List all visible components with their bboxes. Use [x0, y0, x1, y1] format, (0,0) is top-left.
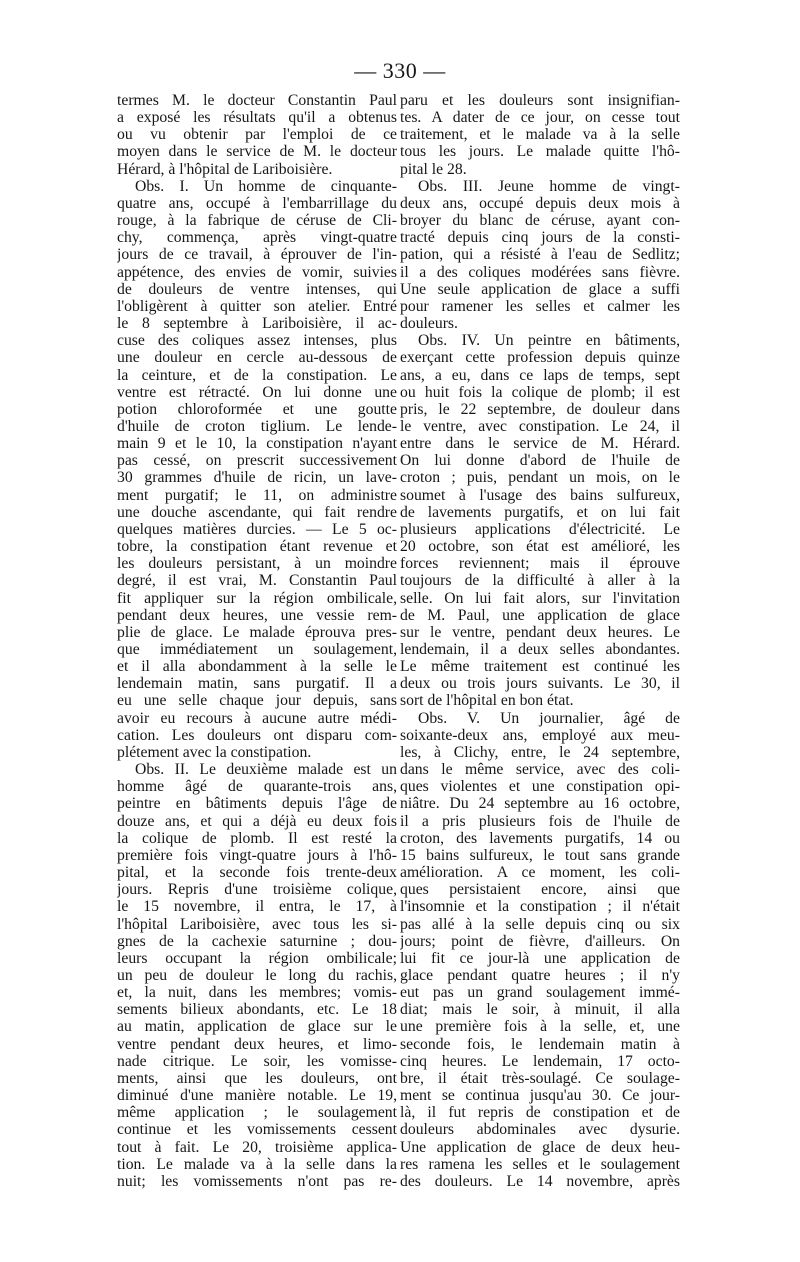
- text-line: douze ans, et qui a déjà eu deux fois: [117, 812, 397, 830]
- text-line: cinq heures. Le lendemain, 17 octo-: [400, 1052, 680, 1070]
- text-line: tobre, la constipation étant revenue et: [117, 538, 397, 556]
- text-line: nuit; les vomissements n'ont pas re-: [117, 1172, 397, 1190]
- text-line: et, la nuit, dans les membres; vomis-: [117, 984, 397, 1002]
- text-line: l'insomnie et la constipation ; il n'était: [400, 898, 680, 916]
- text-line: fit appliquer sur la région ombilicale,: [117, 589, 397, 607]
- text-line: pris, le 22 septembre, de douleur dans: [400, 400, 680, 418]
- text-line: 20 octobre, son état est amélioré, les: [400, 538, 680, 556]
- text-line: broyer du blanc de céruse, ayant con-: [400, 212, 680, 230]
- text-line: sements bilieux abondants, etc. Le 18: [117, 1001, 397, 1019]
- text-line: a exposé les résultats qu'il a obtenus: [117, 109, 397, 127]
- text-line: moyen dans le service de M. le docteur: [117, 143, 397, 161]
- text-line: 30 grammes d'huile de ricin, un lave-: [117, 469, 397, 487]
- text-line: le 8 septembre à Lariboisière, il ac-: [117, 315, 397, 333]
- text-line: tion. Le malade va à la selle dans la: [117, 1155, 397, 1173]
- text-line: Obs. V. Un journalier, âgé de: [418, 709, 680, 727]
- text-line: jours de ce travail, à éprouver de l'in-: [117, 246, 397, 264]
- text-line: une première fois à la selle, et, une: [400, 1018, 680, 1036]
- text-line: main 9 et le 10, la constipation n'ayant: [117, 435, 397, 453]
- text-line: sort de l'hôpital en bon état.: [400, 692, 574, 710]
- text-line: une douleur en cercle au-dessous de: [117, 349, 397, 367]
- text-line: toujours de la difficulté à aller à la: [400, 572, 680, 590]
- text-line: sur le ventre, pendant deux heures. Le: [400, 623, 680, 641]
- text-line: chy, commença, après vingt-quatre: [117, 229, 397, 247]
- text-line: ventre est rétracté. On lui donne une: [117, 383, 397, 401]
- text-line: degré, il est vrai, M. Constantin Paul: [117, 572, 397, 590]
- text-line: Une application de glace de deux heu-: [400, 1138, 680, 1156]
- text-line: ou huit fois la colique de plomb; il est: [400, 383, 680, 401]
- text-line: au matin, application de glace sur le: [117, 1018, 397, 1036]
- text-line: exerçant cette profession depuis quinze: [400, 349, 680, 367]
- text-line: lendemain, il a deux selles abondantes.: [400, 641, 680, 658]
- text-line: d'huile de croton tiglium. Le lende-: [117, 417, 397, 435]
- text-line: Obs. IV. Un peintre en bâtiments,: [418, 332, 680, 350]
- text-line: soixante-deux ans, employé aux meu-: [400, 726, 680, 744]
- text-line: pour ramener les selles et calmer les: [400, 297, 680, 315]
- text-line: la colique de plomb. Il est resté la: [117, 829, 397, 847]
- text-line: pendant deux heures, une vessie rem-: [117, 606, 397, 624]
- text-line: les, à Clichy, entre, le 24 septembre,: [400, 743, 680, 761]
- text-line: et il alla abondamment à la selle le: [117, 658, 397, 676]
- text-line: douleurs abdominales avec dysurie.: [400, 1121, 680, 1139]
- text-line: de M. Paul, une application de glace: [400, 606, 680, 624]
- text-line: une douche ascendante, qui fait rendre: [117, 503, 397, 521]
- text-line: plusieurs applications d'électricité. Le: [400, 520, 680, 538]
- text-line: que immédiatement un soulagement,: [117, 641, 397, 658]
- text-line: là, il fut repris de constipation et de: [400, 1104, 680, 1122]
- text-line: cation. Les douleurs ont disparu com-: [117, 726, 397, 744]
- text-line: deux ans, occupé depuis deux mois à: [400, 194, 680, 212]
- text-line: les douleurs persistant, à un moindre: [117, 555, 397, 573]
- text-line: gnes de la cachexie saturnine ; dou-: [117, 932, 397, 950]
- text-line: rouge, à la fabrique de céruse de Cli-: [117, 212, 397, 230]
- text-line: glace pendant quatre heures ; il n'y: [400, 966, 680, 984]
- text-line: tous les jours. Le malade quitte l'hô-: [400, 143, 680, 161]
- text-line: ques persistaient encore, ainsi que: [400, 881, 680, 899]
- text-line: la ceinture, et de la constipation. Le: [117, 366, 397, 384]
- text-line: jours. Repris d'une troisième colique,: [117, 881, 397, 899]
- text-line: pas cessé, on prescrit successivement: [117, 452, 397, 470]
- text-line: leurs occupant la région ombilicale;: [117, 949, 397, 967]
- text-line: le 15 novembre, il entra, le 17, à: [117, 898, 397, 916]
- text-line: diat; mais le soir, à minuit, il alla: [400, 1001, 680, 1019]
- text-line: l'hôpital Lariboisière, avec tous les si-: [117, 915, 397, 933]
- text-line: 15 bains sulfureux, le tout sans grande: [400, 846, 680, 864]
- text-line: l'obligèrent à quitter son atelier. Entré: [117, 297, 397, 315]
- text-line: diminué d'une manière notable. Le 19,: [117, 1087, 397, 1105]
- text-line: des douleurs. Le 14 novembre, après: [400, 1172, 680, 1190]
- text-line: première fois vingt-quatre jours à l'hô-: [117, 846, 397, 864]
- text-line: plétement avec la constipation.: [117, 743, 312, 761]
- text-line: traitement, et le malade va à la selle: [400, 126, 680, 144]
- text-line: cuse des coliques assez intenses, plus: [117, 332, 397, 350]
- text-line: lui fit ce jour-là une application de: [400, 949, 680, 967]
- text-line: pital le 28.: [400, 160, 467, 178]
- text-line: jours; point de fièvre, d'ailleurs. On: [400, 932, 680, 950]
- text-line: un peu de douleur le long du rachis,: [117, 966, 397, 984]
- text-line: appétence, des envies de vomir, suivies: [117, 263, 397, 281]
- text-line: eut pas un grand soulagement immé-: [400, 984, 680, 1002]
- text-line: ques violentes et une constipation opi-: [400, 778, 680, 796]
- text-line: niâtre. Du 24 septembre au 16 octobre,: [400, 795, 680, 813]
- right-text-column: [400, 92, 680, 1190]
- text-line: On lui donne d'abord de l'huile de: [400, 452, 680, 470]
- text-line: dans le même service, avec des coli-: [400, 761, 680, 779]
- text-line: ans, a eu, dans ce laps de temps, sept: [400, 366, 680, 384]
- text-line: tout à fait. Le 20, troisième applica-: [117, 1138, 397, 1156]
- text-line: entre dans le service de M. Hérard.: [400, 435, 680, 453]
- text-line: ments, ainsi que les douleurs, ont: [117, 1069, 397, 1087]
- text-line: plie de glace. Le malade éprouva pres-: [117, 623, 397, 641]
- text-line: paru et les douleurs sont insignifian-: [400, 92, 680, 109]
- text-line: pas allé à la selle depuis cinq ou six: [400, 915, 680, 933]
- text-line: croton ; puis, pendant un mois, on le: [400, 469, 680, 487]
- text-line: res ramena les selles et le soulagement: [400, 1155, 680, 1173]
- text-line: ou vu obtenir par l'emploi de ce: [117, 126, 397, 144]
- text-line: avoir eu recours à aucune autre médi-: [117, 709, 397, 727]
- page-number-header: — 330 —: [354, 58, 446, 83]
- text-line: forces reviennent; mais il éprouve: [400, 555, 680, 573]
- text-line: Obs. I. Un homme de cinquante-: [135, 177, 397, 195]
- text-line: tracté depuis cinq jours de la consti-: [400, 229, 680, 247]
- text-line: Obs. II. Le deuxième malade est un: [135, 761, 397, 779]
- text-line: homme âgé de quarante-trois ans,: [117, 778, 397, 796]
- text-line: il a pris plusieurs fois de l'huile de: [400, 812, 680, 830]
- text-line: douleurs.: [400, 315, 458, 333]
- text-line: le ventre, avec constipation. Le 24, il: [400, 417, 680, 435]
- text-line: Obs. III. Jeune homme de vingt-: [418, 177, 680, 195]
- text-line: ment purgatif; le 11, on administre: [117, 486, 397, 504]
- text-line: pation, qui a résisté à l'eau de Sedlitz;: [400, 246, 680, 264]
- text-line: termes M. le docteur Constantin Paul: [117, 92, 397, 109]
- text-line: seconde fois, le lendemain matin à: [400, 1035, 680, 1053]
- text-line: pital, et la seconde fois trente-deux: [117, 864, 397, 882]
- text-line: quelques matières durcies. — Le 5 oc-: [117, 520, 397, 538]
- left-text-column: [117, 92, 397, 1190]
- text-line: bre, il était très-soulagé. Ce soulage-: [400, 1069, 680, 1087]
- text-line: selle. On lui fait alors, sur l'invitation: [400, 589, 680, 607]
- text-line: tes. A dater de ce jour, on cesse tout: [400, 109, 680, 127]
- text-line: eu une selle chaque jour depuis, sans: [117, 692, 397, 710]
- text-line: potion chloroformée et une goutte: [117, 400, 397, 418]
- text-line: quatre ans, occupé à l'embarrillage du: [117, 194, 397, 212]
- text-line: de lavements purgatifs, et on lui fait: [400, 503, 680, 521]
- text-line: ventre pendant deux heures, et limo-: [117, 1035, 397, 1053]
- text-line: Une seule application de glace a suffi: [400, 280, 680, 298]
- text-line: deux ou trois jours suivants. Le 30, il: [400, 675, 680, 693]
- text-line: nade citrique. Le soir, les vomisse-: [117, 1052, 397, 1070]
- text-line: il a des coliques modérées sans fièvre.: [400, 263, 680, 281]
- text-line: de douleurs de ventre intenses, qui: [117, 280, 397, 298]
- text-line: Hérard, à l'hôpital de Lariboisière.: [117, 160, 333, 178]
- text-line: peintre en bâtiments depuis l'âge de: [117, 795, 397, 813]
- text-line: croton, des lavements purgatifs, 14 ou: [400, 829, 680, 847]
- text-line: amélioration. A ce moment, les coli-: [400, 864, 680, 882]
- text-line: même application ; le soulagement: [117, 1104, 397, 1122]
- text-line: continue et les vomissements cessent: [117, 1121, 397, 1139]
- text-line: ment se continua jusqu'au 30. Ce jour-: [400, 1087, 680, 1105]
- text-line: Le même traitement est continué les: [400, 658, 680, 676]
- text-line: soumet à l'usage des bains sulfureux,: [400, 486, 680, 504]
- text-line: lendemain matin, sans purgatif. Il a: [117, 675, 397, 693]
